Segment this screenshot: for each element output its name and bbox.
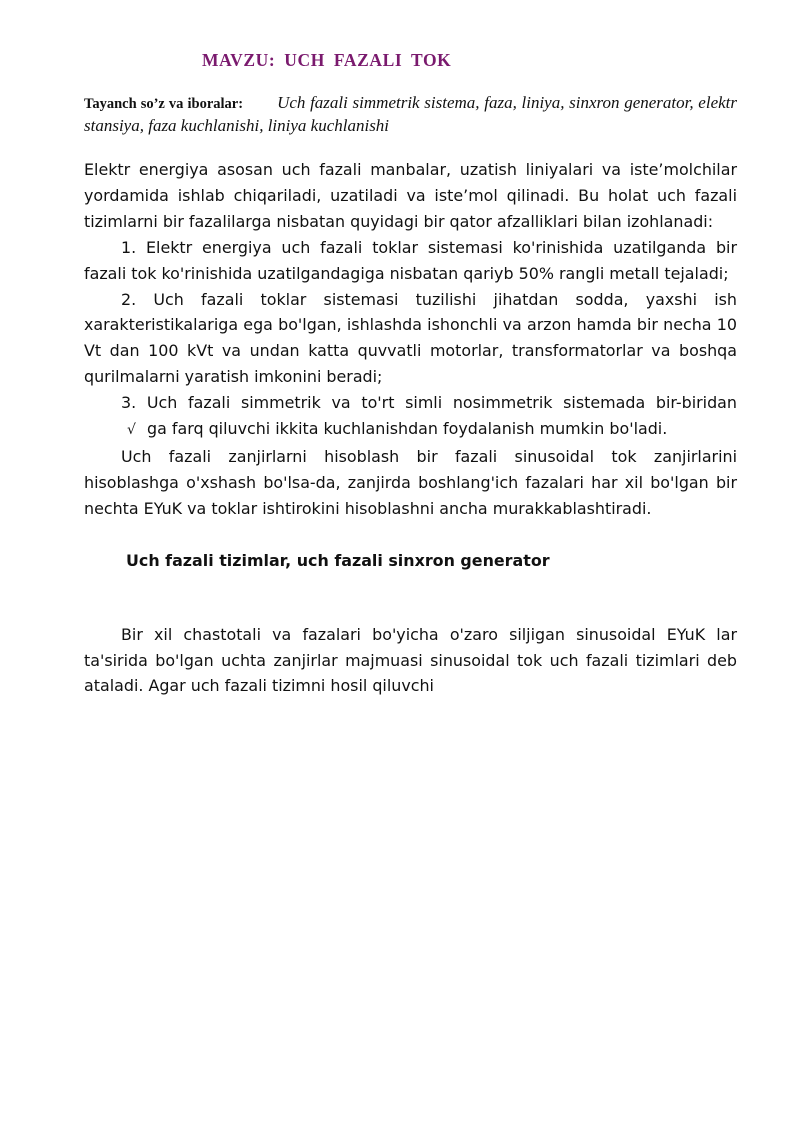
paragraph-item-3-start: 3. Uch fazali simmetrik va to'rt simli nosimmetrik sistemada bir-biridan xyxy=(121,393,737,413)
sqrt-symbol: √ xyxy=(127,422,136,439)
paragraph-item-1: 1. Elektr energiya uch fazali toklar sistemasi ko'rinishida uzatilganda bir fazali tok ko'rinishida uzatilgandagiga nisbatan qariyb 50% rangli metall tejaladi; xyxy=(84,237,737,283)
paragraph-intro: Elektr energiya asosan uch fazali manbalar, uzatish liniyalari va iste’molchilar yordamida ishlab chiqariladi, uzatiladi va iste’mol qilinadi. Bu holat uch fazali tizimlarni bir fazalilarga nisbatan quyidagi bir qator afzalliklari bilan izohlanadi: xyxy=(84,160,737,231)
section-heading: Uch fazali tizimlar, uch fazali sinxron generator xyxy=(126,550,550,570)
keywords-block xyxy=(84,92,737,137)
paragraph-definition: Bir xil chastotali va fazalari bo'yicha o'zaro siljigan sinusoidal EYuK lar ta'sirida bo'lgan uchta zanjirlar majmuasi sinusoidal tok uch fazali tizimlari deb ataladi. Agar uch fazali tizimni hosil qiluvchi xyxy=(84,624,737,696)
keywords-label: Tayanch so’z va iboralar: xyxy=(84,96,244,112)
page-title: MAVZU: UCH FAZALI TOK xyxy=(202,50,452,70)
document-body xyxy=(84,157,737,699)
keywords-text: Uch fazali simmetrik sistema, faza, liniya, sinxron generator, elektr stansiya, faza kuchlanishi, liniya kuchlanishi xyxy=(84,93,738,135)
paragraph-item-3 xyxy=(84,390,737,444)
paragraph-item-2: 2. Uch fazali toklar sistemasi tuzilishi jihatdan sodda, yaxshi ish xarakteristikalariga ega bo'lgan, ishlashda ishonchli va arzon hamda bir necha 10 Vt dan 100 kVt va undan katta quvvatli motorlar, transformatorlar va boshqa qurilmalarni yaratish imkonini beradi; xyxy=(84,289,737,387)
paragraph-item-3-end: ga farq qiluvchi ikkita kuchlanishdan foydalanish mumkin bo'ladi. xyxy=(146,419,668,439)
paragraph-calculation: Uch fazali zanjirlarni hisoblash bir fazali sinusoidal tok zanjirlarini hisoblashga o'xshash bo'lsa-da, zanjirda boshlang'ich fazalari har xil bo'lgan bir nechta EYuK va toklar ishtirokini hisoblashni ancha murakkablashtiradi. xyxy=(84,446,737,518)
